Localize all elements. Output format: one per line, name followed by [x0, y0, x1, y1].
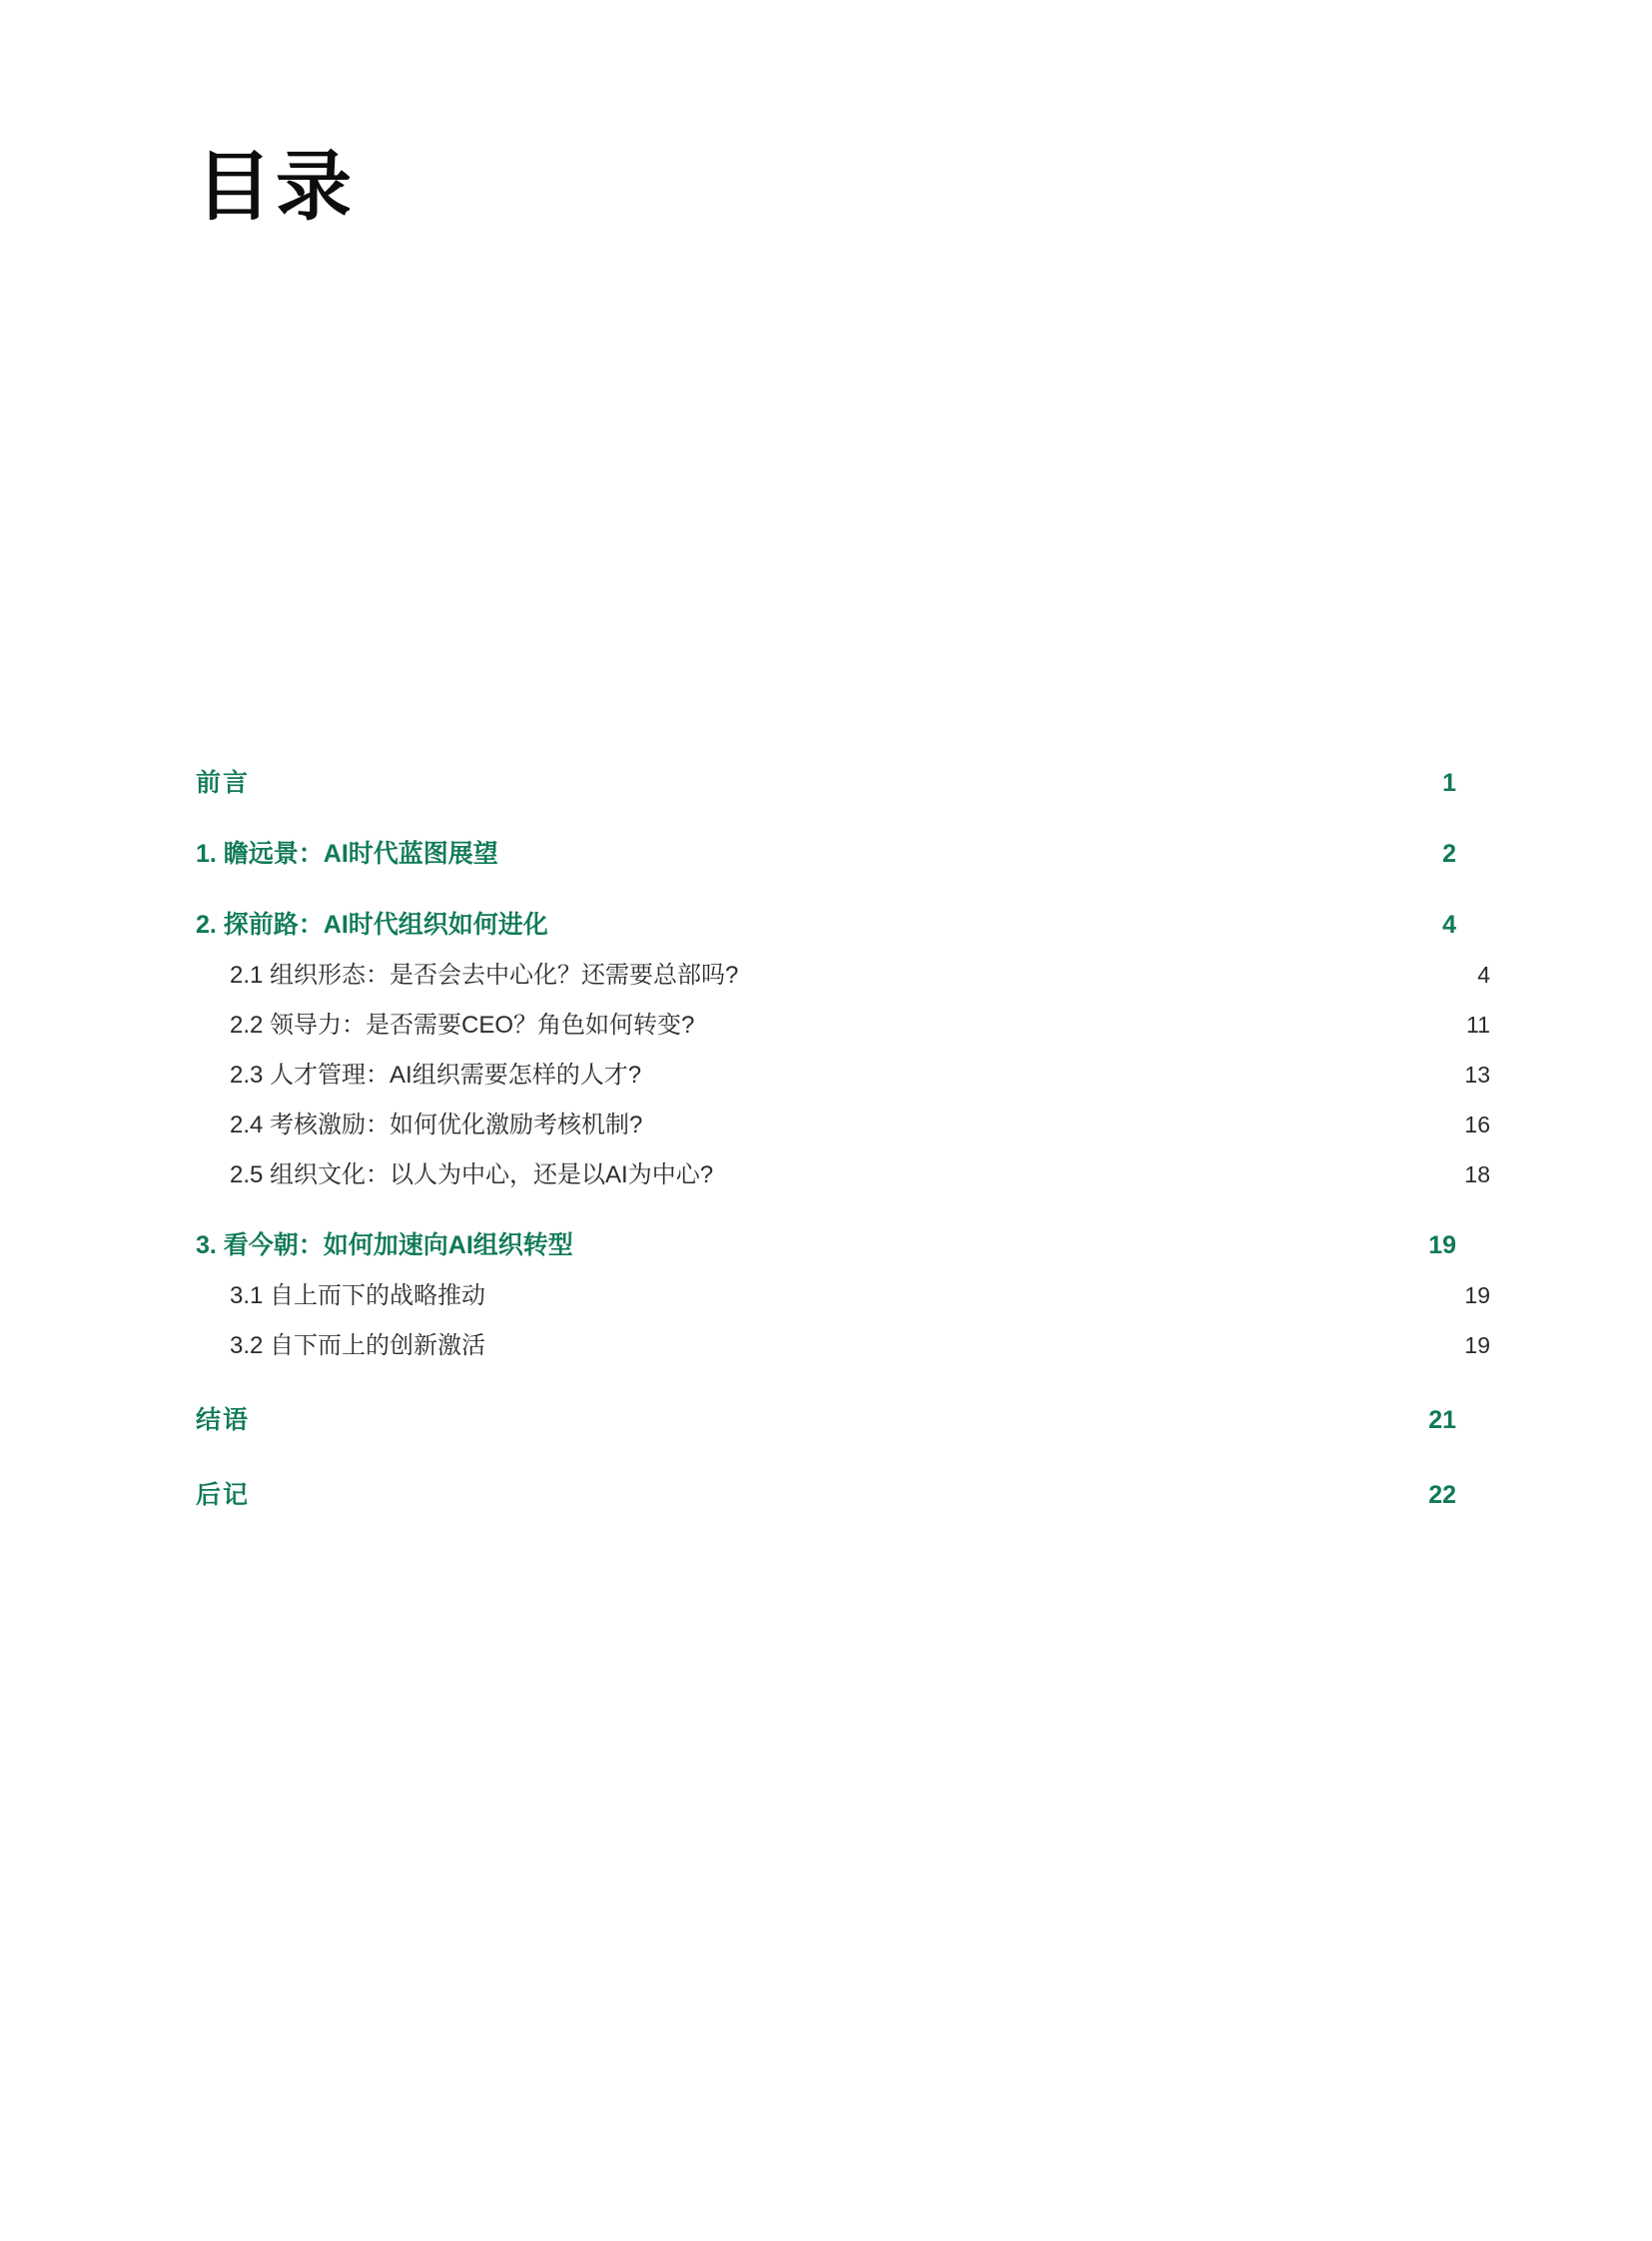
toc-entry-level2[interactable] — [196, 1334, 1490, 1358]
toc-entry-label: 前言 — [196, 769, 251, 797]
toc-entry-level1[interactable] — [196, 1483, 1456, 1508]
toc-entry-label: 后记 — [196, 1481, 251, 1509]
toc-entry-level1[interactable] — [196, 771, 1456, 796]
toc-entry-page-number: 1 — [1442, 769, 1456, 797]
toc-entry-label: 3.1 自上而下的战略推动 — [230, 1282, 486, 1309]
toc-entry-level1[interactable] — [196, 913, 1456, 938]
toc-entry-label: 3. 看今朝：如何加速向AI组织转型 — [196, 1231, 573, 1259]
toc-entry-page-number: 16 — [1464, 1112, 1490, 1137]
toc-entry-page-number: 18 — [1464, 1161, 1490, 1187]
toc-entry-level2[interactable] — [196, 1064, 1490, 1088]
toc-entry-label: 2.3 人才管理：AI组织需要怎样的人才? — [230, 1062, 642, 1089]
toc-entry-label: 1. 瞻远景：AI时代蓝图展望 — [196, 840, 498, 868]
toc-entry-label: 结语 — [196, 1406, 251, 1434]
toc-entry-level1[interactable] — [196, 1408, 1456, 1433]
toc-entry-level2[interactable] — [196, 1014, 1490, 1038]
toc-entry-level2[interactable] — [196, 1114, 1490, 1137]
toc-entry-page-number: 11 — [1466, 1012, 1490, 1038]
toc-entry-label: 2.4 考核激励：如何优化激励考核机制? — [230, 1112, 643, 1138]
page-title: 目录 — [196, 146, 356, 230]
toc-entry-level2[interactable] — [196, 1163, 1490, 1187]
toc-entry-level1[interactable] — [196, 842, 1456, 867]
toc-entry-page-number: 19 — [1464, 1282, 1490, 1308]
toc-entry-page-number: 21 — [1428, 1406, 1456, 1434]
toc-entry-label: 2.2 领导力：是否需要CEO？角色如何转变? — [230, 1012, 695, 1039]
toc-entry-page-number: 19 — [1464, 1332, 1490, 1358]
toc-entry-page-number: 2 — [1442, 840, 1456, 868]
table-of-contents — [196, 769, 1490, 1509]
toc-entry-label: 2. 探前路：AI时代组织如何进化 — [196, 911, 548, 939]
toc-entry-label: 2.1 组织形态：是否会去中心化？还需要总部吗? — [230, 962, 739, 989]
toc-entry-page-number: 19 — [1428, 1231, 1456, 1259]
toc-entry-label: 2.5 组织文化：以人为中心，还是以AI为中心? — [230, 1161, 714, 1188]
toc-entry-label: 3.2 自下而上的创新激活 — [230, 1332, 486, 1359]
toc-entry-page-number: 4 — [1477, 962, 1490, 988]
toc-entry-level1[interactable] — [196, 1233, 1456, 1258]
toc-entry-page-number: 22 — [1428, 1481, 1456, 1509]
toc-entry-page-number: 4 — [1442, 911, 1456, 939]
toc-entry-page-number: 13 — [1464, 1062, 1490, 1088]
toc-entry-level2[interactable] — [196, 1284, 1490, 1308]
toc-entry-level2[interactable] — [196, 964, 1490, 988]
